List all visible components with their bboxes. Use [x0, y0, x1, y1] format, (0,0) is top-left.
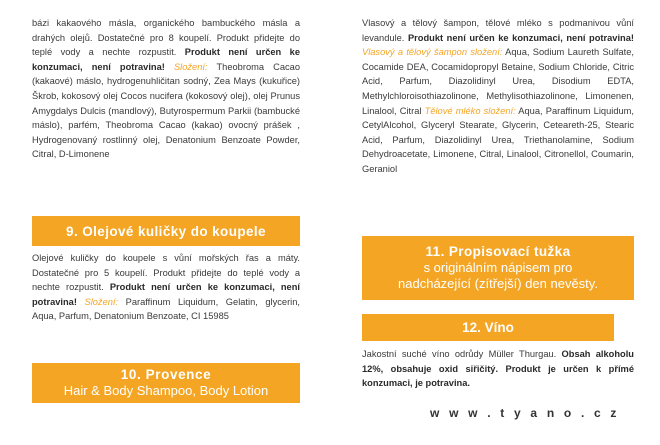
section-10-title: 10. Provence [120, 367, 212, 382]
intro-text: bázi kakaového másla, organického bambuckého másla a drahých olejů. Dostatečné pro 8 koupelí. Produkt přidejte do teplé vody a nechte rozpustit. [32, 18, 300, 58]
section-9-composition-label: Složení: [84, 296, 119, 307]
section-9-heading: 9. Olejové kuličky do koupele [32, 216, 300, 246]
section-9-text: Olejové kuličky do koupele s vůní mořských řas a máty. Dostatečné pro 5 koupelí. Produkt přidejte do teplé vody a nechte rozpustit. [32, 253, 300, 293]
section-12-heading: 12. Víno [362, 314, 614, 341]
section-10-subtitle: Hair & Body Shampoo, Body Lotion [63, 383, 269, 398]
not-food-warning: Produkt není určen ke konzumaci, není potravina! [32, 47, 301, 72]
composition-label: Složení: [173, 61, 208, 72]
bath-bomb-description [32, 16, 300, 162]
provence-warning: Produkt není určen ke konzumaci, není potravina! [407, 32, 634, 43]
oil-balls-description [32, 251, 300, 324]
section-9-warning: Produkt není určen ke konzumaci, není potravina! [32, 282, 300, 307]
wine-warning: Obsah alkoholu 12%, obsahuje oxid siřičitý. Produkt je určen k přímé konzumaci, je potravina. [362, 349, 634, 389]
section-10-heading [32, 363, 300, 403]
wine-text: Jakostní suché víno odrůdy Müller Thurgau. [362, 349, 562, 359]
composition-text: Theobroma Cacao (kakaové) máslo, hydrogenuhličitan sodný, Zea Mays (kukuřice) Škrob, kokosový olej Cocos nucifera (kokosový olej), olej Prunus Amygdalys Dulcis (mandlový), Butyrospermum Parkii (bambucké máslo), parfém, Theobroma Cacao (kakao) ovocný prášek , Hydrogenovaný rostlinný olej, Denatonium Benzoate Powder, Citral, D-Limonene [32, 61, 300, 160]
section-11-title: 11. Propisovací tužka [425, 244, 571, 259]
shampoo-composition-label: Vlasový a tělový šampon složení: [362, 47, 503, 58]
lotion-composition: Aqua, Paraffinum Liquidum, CetylAlcohol, Glyceryl Stearate, Glycerin, Ceteareth-25, Stearic Acid, Parfum, Diazolidinyl Urea, Triethanolamine, Sodium Dehydroacetate, Limonene, Citral, Linalool, Citronellol, Coumarin, Geraniol [362, 105, 634, 174]
provence-description [362, 16, 634, 177]
website-url: w w w . t y a n o . c z [430, 406, 620, 420]
section-11-subtitle-line2: nadcházející (zítřejší) den nevěsty. [398, 276, 598, 291]
wine-description [362, 347, 634, 391]
shampoo-composition: Aqua, Sodium Laureth Sulfate, Cocamide DEA, Cocamidopropyl Betaine, Sodium Chloride, Citric Acid, Parfum, Diazolidinyl Urea, Disodium EDTA, Methylchloroisothiazolinone, Methylisothiazolinone, Limonenen, Linalool, Citral [362, 47, 634, 116]
provence-intro: Vlasový a tělový šampon, tělové mléko s podmanivou vůní levandule. [362, 18, 634, 43]
section-9-composition: Paraffinum Liquidum, Gelatin, glycerin, Aqua, Parfum, Denatonium Benzoate, CI 15985 [32, 296, 300, 322]
section-11-subtitle-line1: s originálním nápisem pro [423, 260, 573, 275]
section-11-heading [362, 236, 634, 300]
lotion-composition-label: Tělové mléko složení: [424, 105, 516, 116]
